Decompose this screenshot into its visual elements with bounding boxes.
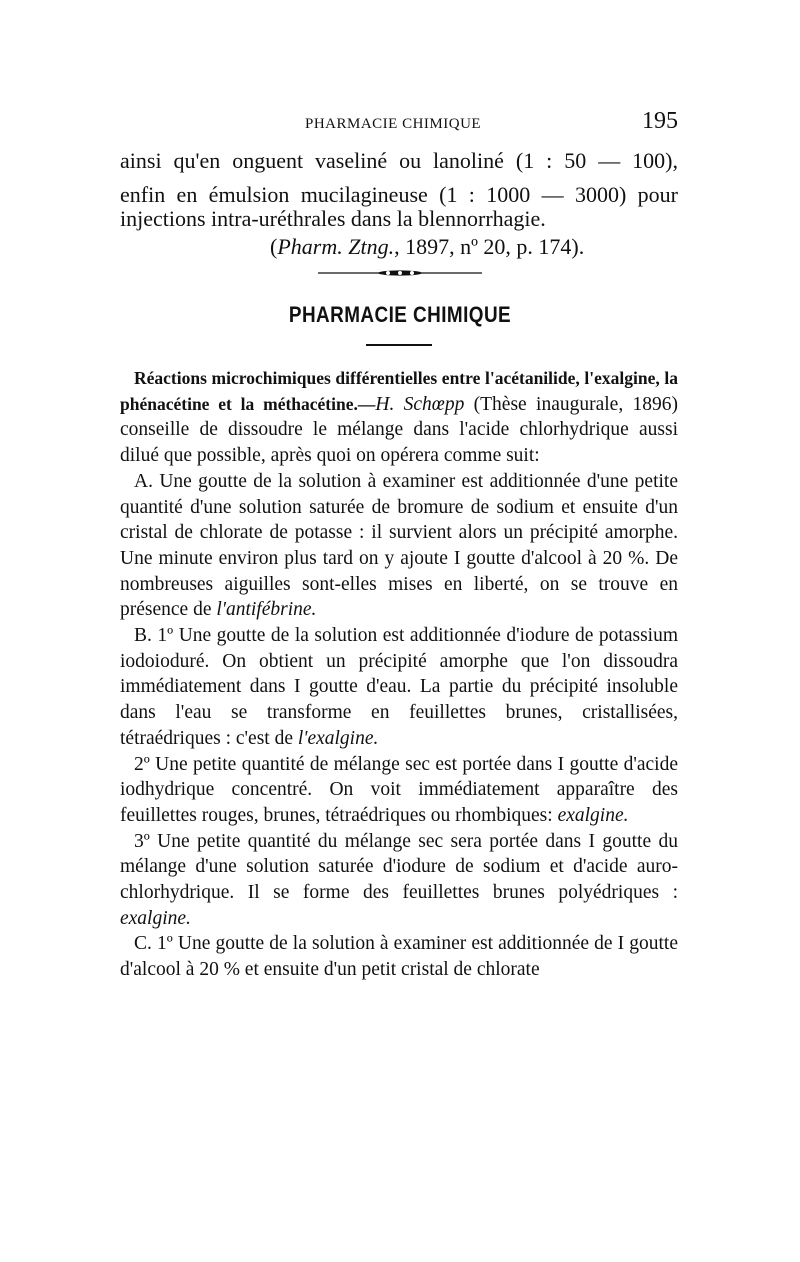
paragraph-b1 — [120, 623, 678, 752]
paragraph-b2-emphasis: exalgine. — [557, 804, 629, 826]
paragraph-b3-text: 3º Une petite quantité du mélange sec sera portée dans I goutte du mélange d'une solution saturée d'iodure de sodium et d'acide auro-chlorhydrique. Il se forme des feuillettes brunes polyédriques : — [120, 830, 678, 904]
paragraph-c — [120, 931, 678, 982]
paragraph-b2-text: 2º Une petite quantité de mélange sec est portée dans I goutte d'acide iodhydrique concentré. On voit immédiatement apparaître des feuillettes rouges, brunes, tétraédriques ou rhombiques: — [120, 753, 678, 826]
paragraph-b1-text: B. 1º Une goutte de la solution est additionnée d'iodure de potassium iodoioduré. On obtient un précipité amorphe que l'on dissoudra immédiatement dans I goutte d'eau. La partie du précipité insoluble dans l'eau se transforme en feuillettes brunes, cristallisées, tétraédriques : c'est de — [120, 625, 678, 749]
citation-journal: Pharm. Ztng. — [277, 234, 395, 259]
section-ornament — [318, 270, 482, 276]
article-body — [120, 366, 678, 983]
running-title: PHARMACIE CHIMIQUE — [305, 116, 482, 132]
section-title: PHARMACIE CHIMIQUE — [288, 302, 512, 327]
article-intro — [120, 366, 678, 469]
article-title: Réactions microchimiques différentielles entre l'acétanilide, l'exalgine, la phénacétine et la méthacétine.— — [120, 368, 678, 414]
paragraph-b3-emphasis: exalgine. — [120, 907, 191, 929]
article-intro-text: (Thèse inaugurale, 1896) conseille de dissoudre le mélange dans l'acide chlorhydrique aussi dilué que possible, après quoi on opérera comme suit: — [120, 393, 679, 467]
article-author: H. Schœpp — [375, 393, 465, 415]
citation-open: ( — [270, 234, 278, 259]
paragraph-c-text: C. 1º Une goutte de la solution à examiner est additionnée de I goutte d'alcool à 20 % et ensuite d'un petit cristal de chlorate — [120, 933, 678, 981]
citation-details: , 1897, nº 20, p. 174). — [394, 234, 585, 259]
text-line: ainsi qu'en onguent vaseliné ou lanoliné (1 : 50 — 100), — [120, 148, 678, 173]
paragraph-b3 — [120, 829, 678, 932]
journal-citation — [270, 234, 584, 260]
page-number: 195 — [642, 108, 678, 134]
text-line: enfin en émulsion mucilagineuse (1 : 1000 — 3000) pour — [120, 182, 678, 207]
paragraph-a-emphasis: l'antifébrine. — [216, 599, 317, 621]
paragraph-a-text: A. Une goutte de la solution à examiner est additionnée d'une petite quantité d'une solution saturée de bromure de sodium et ensuite d'un cristal de chlorate de potasse : il survient alors un précipité amorphe. Une minute environ plus tard on y ajoute I goutte d'alcool à 20 %. De nombreuses aiguilles sont-elles mises en liberté, on se trouve en présence de — [120, 470, 678, 621]
paragraph-a — [120, 469, 678, 623]
paragraph-b1-emphasis: l'exalgine. — [297, 727, 379, 749]
title-rule — [366, 344, 432, 346]
paragraph-b2 — [120, 752, 678, 829]
text-line-last: injections intra-uréthrales dans la blennorrhagie. — [120, 206, 546, 231]
